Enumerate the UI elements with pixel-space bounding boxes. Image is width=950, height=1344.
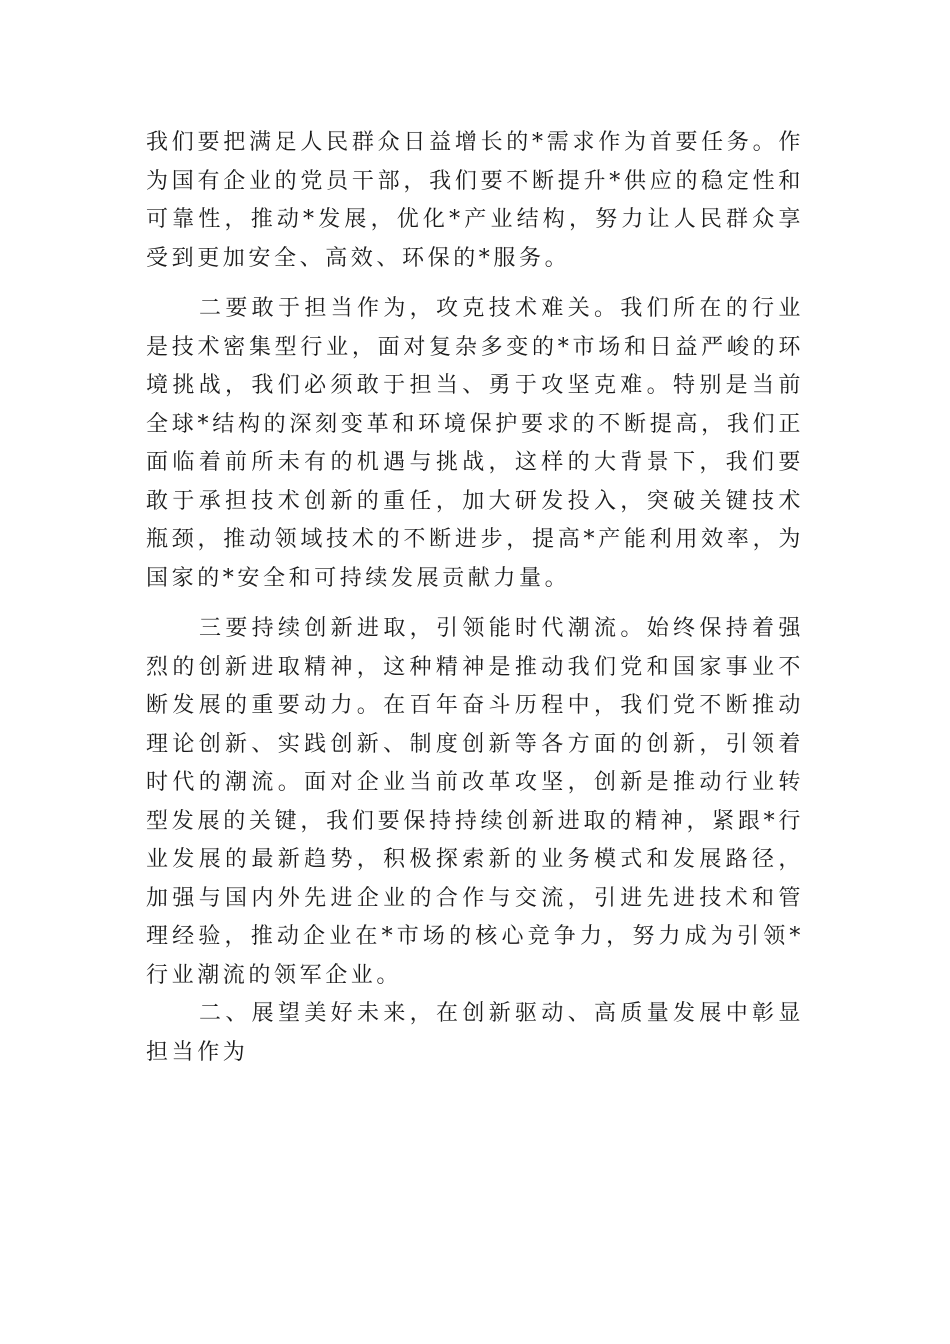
paragraph-1: 我们要把满足人民群众日益增长的*需求作为首要任务。作为国有企业的党员干部，我们要不断提升*供应的稳定性和可靠性，推动*发展，优化*产业结构，努力让人民群众享受到更加安全、高效、环保的*服务。 <box>146 130 804 271</box>
document-body <box>146 124 804 1072</box>
paragraph-3: 三要持续创新进取，引领能时代潮流。始终保持着强烈的创新进取精神，这种精神是推动我们党和国家事业不断发展的重要动力。在百年奋斗历程中，我们党不断推动理论创新、实践创新、制度创新等各方面的创新，引领着时代的潮流。面对企业当前改革攻坚，创新是推动行业转型发展的关键，我们要保持持续创新进取的精神，紧跟*行业发展的最新趋势，积极探索新的业务模式和发展路径，加强与国内外先进企业的合作与交流，引进先进技术和管理经验，推动企业在*市场的核心竞争力，努力成为引领*行业潮流的领军企业。 <box>146 616 804 988</box>
paragraph-2: 二要敢于担当作为，攻克技术难关。我们所在的行业是技术密集型行业，面对复杂多变的*市场和日益严峻的环境挑战，我们必须敢于担当、勇于攻坚克难。特别是当前全球*结构的深刻变革和环境保护要求的不断提高，我们正面临着前所未有的机遇与挑战，这样的大背景下，我们要敢于承担技术创新的重任，加大研发投入，突破关键技术瓶颈，推动领域技术的不断进步，提高*产能利用效率，为国家的*安全和可持续发展贡献力量。 <box>146 296 804 591</box>
section-heading: 二、展望美好未来，在创新驱动、高质量发展中彰显担当作为 <box>146 1001 804 1065</box>
